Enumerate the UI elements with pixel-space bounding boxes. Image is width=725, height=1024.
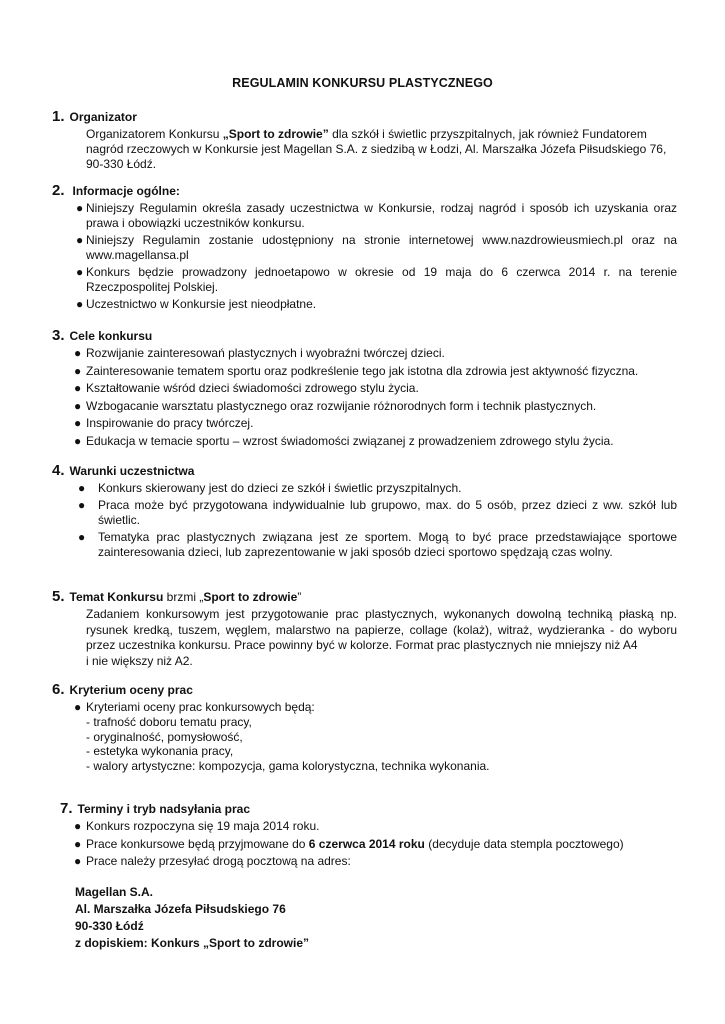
section-number: 5.: [52, 588, 65, 605]
section-general-info: [52, 181, 677, 315]
bullet-icon: ●: [76, 297, 84, 311]
list-item-text: Tematyka prac plastycznych związana jest ze sportem. Mogą to być prace przedstawiające sportowe zainteresowania dzieci, lub zaprezentowanie w jaki sposób dzieci sportowo spędzają czas wolny.: [98, 530, 677, 559]
section-title: Cele konkursu: [69, 329, 153, 343]
list-item: [52, 399, 677, 414]
section-organizer: [52, 107, 677, 172]
topic-text-1: brzmi „: [163, 590, 204, 604]
document-title: REGULAMIN KONKURSU PLASTYCZNEGO: [232, 76, 493, 90]
section-title: Kryterium oceny prac: [69, 683, 193, 697]
goals-list: [52, 346, 677, 449]
contest-name: „Sport to zdrowie”: [222, 127, 329, 141]
bullet-icon: ●: [74, 381, 82, 395]
section-header: [52, 680, 677, 700]
list-item: [52, 819, 685, 834]
contest-name: Sport to zdrowie: [203, 590, 298, 604]
section-goals: [52, 326, 677, 451]
section-number: 3.: [52, 327, 65, 344]
list-item: [52, 381, 677, 396]
section-number: 4.: [52, 462, 65, 479]
organizer-text-1: Organizatorem Konkursu: [86, 127, 223, 141]
bullet-icon: ●: [78, 530, 86, 544]
list-item: [52, 297, 677, 312]
bullet-icon: ●: [74, 398, 82, 413]
mailing-address: [75, 884, 309, 952]
section-header: [52, 107, 677, 127]
section-header: [52, 326, 677, 346]
section-header: [52, 461, 677, 481]
section-participation: [52, 461, 677, 562]
list-item-text: Kształtowanie wśród dzieci świadomości zdrowego stylu życia.: [86, 381, 419, 395]
criteria-sub-item: - estetyka wykonania pracy,: [86, 744, 234, 758]
criteria-sub-item: - trafność doboru tematu pracy,: [86, 715, 252, 729]
bullet-icon: ●: [78, 481, 86, 495]
section-header: [52, 587, 677, 607]
address-line: Magellan S.A.: [75, 885, 154, 899]
bullet-icon: ●: [74, 700, 82, 714]
list-item-text: Niniejszy Regulamin zostanie udostępniony na stronie internetowej www.nazdrowieusmiech.pl oraz na www.magellansa.pl: [86, 233, 677, 262]
topic-paragraph-end: i nie większy niż A2.: [86, 653, 193, 668]
section-title: Organizator: [69, 110, 137, 124]
criteria-sub-item: - walory artystyczne: kompozycja, gama kolorystyczna, technika wykonania.: [86, 758, 490, 773]
section-deadlines: [60, 799, 685, 872]
list-item: [52, 233, 677, 262]
criteria-sub-item: - oryginalność, pomysłowość,: [86, 729, 243, 744]
list-item: [52, 498, 677, 528]
bullet-icon: ●: [74, 346, 82, 360]
address-line: Al. Marszałka Józefa Piłsudskiego 76: [75, 902, 286, 916]
list-item: [52, 481, 677, 496]
section-header: [60, 799, 685, 819]
section-number: 1.: [52, 108, 65, 125]
list-item: [52, 854, 685, 869]
list-item-text: Prace należy przesyłać drogą pocztową na adres:: [86, 854, 351, 868]
bullet-icon: ●: [76, 233, 84, 247]
criteria-list: [52, 700, 677, 715]
bullet-icon: ●: [74, 363, 82, 378]
list-item: [52, 416, 677, 431]
bullet-icon: ●: [76, 201, 84, 215]
organizer-text-2: dla szkół i świetlic przyszpitalnych, jak również Fundatorem nagród rzeczowych w Konkursie jest Magellan S.A. z siedzibą w Łodzi, Al. Marszałka Józefa Piłsudskiego 76, 90-330 Łódź.: [86, 127, 667, 171]
list-item-text: Wzbogacanie warsztatu plastycznego oraz rozwijanie różnorodnych form i technik plastycznych.: [86, 398, 597, 413]
section-title: Informacje ogólne:: [72, 184, 180, 198]
list-item-text: Konkurs będzie prowadzony jednoetapowo w okresie od 19 maja do 6 czerwca 2014 r. na terenie Rzeczpospolitej Polskiej.: [86, 265, 677, 294]
list-item-text: (decyduje data stempla pocztowego): [424, 836, 624, 851]
general-info-list: [52, 201, 677, 312]
topic-paragraph: Zadaniem konkursowym jest przygotowanie prac plastycznych, wykonanych dowolną techniką płaską np. rysunek kredką, tuszem, węglem, malarstwo na papierze, collage (kolaż), witraż, wydzieranka - do wyboru przez uczestnika konkursu. Prace powinny być w kolorze. Format prac plastycznych nie mniejszy niż A4: [86, 607, 677, 652]
list-item-text: Praca może być przygotowana indywidualnie lub grupowo, max. do 5 osób, przez dzieci z ww. szkół lub świetlic.: [98, 498, 677, 527]
bullet-icon: ●: [78, 498, 86, 512]
bullet-icon: ●: [74, 416, 82, 430]
list-item-text: Rozwijanie zainteresowań plastycznych i wyobraźni twórczej dzieci.: [86, 346, 445, 360]
section-title: Warunki uczestnictwa: [69, 464, 195, 478]
list-item-text: Kryteriami oceny prac konkursowych będą:: [86, 700, 315, 714]
list-item: [52, 837, 685, 852]
list-item-text: Niniejszy Regulamin określa zasady uczestnictwa w Konkursie, rodzaj nagród i sposób ich uzyskania oraz prawa i obowiązki uczestników konkursu.: [86, 201, 677, 230]
list-item-text: Inspirowanie do pracy twórczej.: [86, 416, 254, 430]
participation-list: [52, 481, 677, 560]
list-item-text: Uczestnictwo w Konkursie jest nieodpłatne.: [86, 297, 317, 311]
section-title: Temat Konkursu: [69, 590, 164, 604]
deadlines-list: [52, 819, 685, 869]
section-number: 2.: [52, 182, 65, 199]
bullet-icon: ●: [74, 854, 82, 868]
list-item: [52, 265, 677, 294]
list-item: [52, 530, 677, 560]
bullet-icon: ●: [74, 819, 82, 833]
list-item-text: Prace konkursowe będą przyjmowane do: [86, 836, 309, 851]
list-item: [52, 434, 677, 449]
organizer-paragraph: [86, 127, 677, 172]
topic-text-2: ”: [297, 590, 302, 604]
section-criteria: [52, 680, 677, 773]
list-item: [52, 201, 677, 230]
deadline-date: 6 czerwca 2014 roku: [308, 836, 425, 851]
address-line: z dopiskiem: Konkurs „Sport to zdrowie”: [75, 936, 310, 950]
section-title: Terminy i tryb nadsyłania prac: [77, 802, 251, 816]
list-item-text: Edukacja w temacie sportu – wzrost świadomości związanej z prowadzeniem zdrowego stylu życia.: [86, 433, 614, 448]
bullet-icon: ●: [76, 265, 84, 279]
list-item-text: Zainteresowanie tematem sportu oraz podkreślenie tego jak istotna dla zdrowia jest aktywność fizyczna.: [86, 363, 639, 378]
list-item-text: Konkurs rozpoczyna się 19 maja 2014 roku.: [86, 819, 320, 833]
section-topic: [52, 587, 677, 669]
bullet-icon: ●: [74, 433, 82, 448]
list-item: [52, 364, 677, 379]
list-item-text: Konkurs skierowany jest do dzieci ze szkół i świetlic przyszpitalnych.: [98, 481, 462, 495]
list-item: [52, 700, 677, 715]
section-number: 6.: [52, 681, 65, 698]
address-line: 90-330 Łódź: [75, 919, 144, 933]
section-number: 7.: [60, 800, 73, 817]
bullet-icon: ●: [74, 836, 82, 851]
list-item: [52, 346, 677, 361]
section-header: [52, 181, 677, 201]
